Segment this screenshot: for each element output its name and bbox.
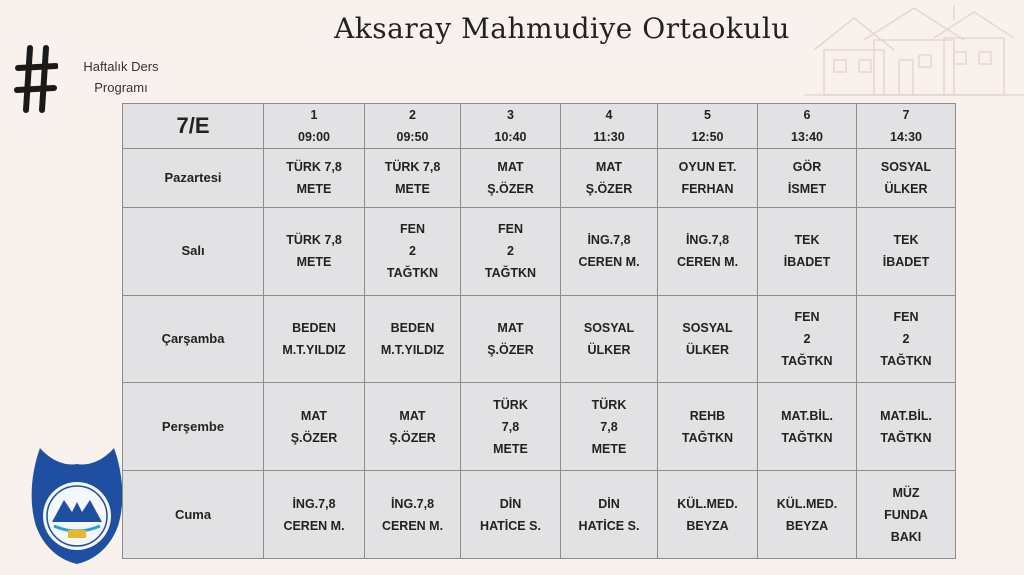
lesson-line: TAĞTKN <box>880 430 932 445</box>
lesson-line: FEN <box>893 310 919 325</box>
lesson-line: HATİCE S. <box>578 518 640 533</box>
lesson-line: CEREN M. <box>283 518 345 533</box>
lesson-line: TÜRK 7,8 <box>286 233 342 248</box>
lesson-line: MAT <box>595 159 623 174</box>
lesson-line: SOSYAL <box>682 321 733 336</box>
lesson-line: GÖR <box>792 159 822 174</box>
lesson-cell <box>365 149 461 208</box>
lesson-line: İBADET <box>783 255 831 270</box>
period-time: 12:50 <box>691 130 724 144</box>
period-time: 14:30 <box>890 130 922 144</box>
period-number: 6 <box>803 108 811 122</box>
lesson-cell <box>461 207 561 295</box>
lesson-cell <box>365 295 461 383</box>
lesson-line: M.T.YILDIZ <box>282 343 346 358</box>
day-row <box>123 383 956 471</box>
lesson-line: METE <box>296 181 332 196</box>
lesson-line: BEDEN <box>390 321 435 336</box>
lesson-line: BAKI <box>890 529 922 544</box>
period-header-7 <box>857 104 956 149</box>
lesson-cell <box>461 383 561 471</box>
period-time: 09:00 <box>298 130 330 144</box>
lesson-line: TEK <box>794 233 820 248</box>
lesson-line: SOSYAL <box>583 321 635 336</box>
lesson-line: TAĞTKN <box>386 266 439 281</box>
day-label: Salı <box>123 207 264 295</box>
lesson-cell <box>758 383 857 471</box>
lesson-cell <box>264 471 365 559</box>
lesson-cell <box>658 207 758 295</box>
lesson-line: TÜRK <box>591 397 627 412</box>
lesson-cell <box>658 149 758 208</box>
lesson-line: KÜL.MED. <box>677 496 738 511</box>
lesson-line: ÜLKER <box>685 343 730 358</box>
lesson-line: METE <box>493 441 528 456</box>
lesson-line: M.T.YILDIZ <box>380 343 445 358</box>
period-header-1 <box>264 104 365 149</box>
lesson-line: CEREN M. <box>381 518 444 533</box>
period-number: 7 <box>902 108 910 122</box>
lesson-line: 2 <box>902 332 910 347</box>
period-header-4 <box>561 104 658 149</box>
period-number: 3 <box>507 108 514 122</box>
lesson-line: BEYZA <box>686 518 729 533</box>
day-row <box>123 471 956 559</box>
lesson-cell <box>658 295 758 383</box>
lesson-line: TAĞTKN <box>880 354 932 369</box>
lesson-line: TAĞTKN <box>681 430 734 445</box>
period-number: 2 <box>409 108 416 122</box>
page-title: Aksaray Mahmudiye Ortaokulu <box>334 12 790 45</box>
lesson-cell <box>758 471 857 559</box>
lesson-cell <box>561 207 658 295</box>
lesson-line: FEN <box>498 222 523 237</box>
lesson-line: Ş.ÖZER <box>290 430 338 445</box>
lesson-cell <box>264 383 365 471</box>
lesson-cell <box>857 383 956 471</box>
lesson-line: İNG.7,8 <box>587 233 631 248</box>
lesson-line: FEN <box>400 222 425 237</box>
period-header-5 <box>658 104 758 149</box>
lesson-line: İNG.7,8 <box>390 496 435 511</box>
lesson-line: TAĞTKN <box>484 266 537 281</box>
lesson-cell <box>758 149 857 208</box>
lesson-line: İSMET <box>787 181 827 196</box>
lesson-line: KÜL.MED. <box>776 496 838 511</box>
lesson-line: FERHAN <box>681 181 734 196</box>
lesson-line: DİN <box>499 496 522 511</box>
lesson-cell <box>857 207 956 295</box>
day-label: Perşembe <box>123 383 264 471</box>
lesson-line: BEYZA <box>785 518 829 533</box>
lesson-cell <box>561 295 658 383</box>
lesson-line: 2 <box>409 244 416 259</box>
lesson-cell <box>264 295 365 383</box>
lesson-cell <box>461 471 561 559</box>
lesson-line: HATİCE S. <box>480 518 541 533</box>
lesson-cell <box>461 149 561 208</box>
lesson-line: BEDEN <box>292 321 336 336</box>
lesson-line: CEREN M. <box>676 255 739 270</box>
period-number: 1 <box>310 108 318 122</box>
period-header-3 <box>461 104 561 149</box>
lesson-cell <box>264 207 365 295</box>
period-time: 11:30 <box>593 130 625 144</box>
lesson-cell <box>264 149 365 208</box>
lesson-cell <box>365 383 461 471</box>
lesson-line: 2 <box>803 332 811 347</box>
school-logo <box>22 440 132 565</box>
weekly-schedule-table <box>122 103 956 559</box>
lesson-line: MAT <box>497 159 524 174</box>
lesson-cell <box>365 207 461 295</box>
lesson-line: MÜZ <box>892 485 920 500</box>
lesson-cell <box>857 149 956 208</box>
day-row <box>123 149 956 208</box>
lesson-line: Ş.ÖZER <box>585 181 633 196</box>
lesson-cell <box>658 471 758 559</box>
period-time: 13:40 <box>791 130 823 144</box>
lesson-line: İNG.7,8 <box>292 496 336 511</box>
lesson-line: 7,8 <box>600 419 618 434</box>
lesson-line: İNG.7,8 <box>685 233 730 248</box>
lesson-line: TÜRK 7,8 <box>384 159 441 174</box>
lesson-line: ÜLKER <box>587 343 631 358</box>
lesson-line: CEREN M. <box>578 255 640 270</box>
lesson-cell <box>758 295 857 383</box>
lesson-line: MAT <box>497 321 524 336</box>
period-time: 09:50 <box>396 130 429 144</box>
day-label: Çarşamba <box>123 295 264 383</box>
day-label: Cuma <box>123 471 264 559</box>
lesson-line: METE <box>395 181 430 196</box>
period-number: 5 <box>704 108 711 122</box>
lesson-line: MAT.BİL. <box>880 408 932 423</box>
lesson-line: DİN <box>598 496 620 511</box>
lesson-cell <box>561 149 658 208</box>
lesson-line: FEN <box>794 310 820 325</box>
lesson-line: ÜLKER <box>884 181 928 196</box>
lesson-cell <box>758 207 857 295</box>
day-row <box>123 295 956 383</box>
lesson-line: MAT <box>399 408 426 423</box>
period-header-row <box>123 104 956 149</box>
lesson-line: SOSYAL <box>880 159 932 174</box>
lesson-cell <box>658 383 758 471</box>
schedule-subtitle: Haftalık Ders Programı <box>83 59 159 95</box>
lesson-cell <box>461 295 561 383</box>
lesson-cell <box>365 471 461 559</box>
lesson-line: FUNDA <box>884 507 928 522</box>
lesson-line: TEK <box>893 233 919 248</box>
lesson-cell <box>561 383 658 471</box>
lesson-line: REHB <box>689 408 726 423</box>
lesson-line: 2 <box>507 244 514 259</box>
lesson-line: METE <box>591 441 627 456</box>
lesson-cell <box>857 471 956 559</box>
hashtag-icon <box>14 44 58 114</box>
period-time: 10:40 <box>494 130 527 144</box>
lesson-line: TAĞTKN <box>781 430 833 445</box>
period-header-2 <box>365 104 461 149</box>
lesson-cell <box>857 295 956 383</box>
day-label: Pazartesi <box>123 149 264 208</box>
lesson-line: 7,8 <box>501 419 520 434</box>
period-header-6 <box>758 104 857 149</box>
lesson-line: TÜRK 7,8 <box>286 159 342 174</box>
school-building-sketch <box>804 0 1024 100</box>
lesson-line: Ş.ÖZER <box>487 181 534 196</box>
lesson-line: METE <box>296 255 332 270</box>
period-number: 4 <box>605 108 613 122</box>
lesson-line: OYUN ET. <box>678 159 737 174</box>
class-name-cell: 7/E <box>123 104 264 149</box>
lesson-line: Ş.ÖZER <box>487 343 534 358</box>
lesson-line: İBADET <box>882 255 930 270</box>
lesson-line: MAT <box>300 408 328 423</box>
lesson-line: TAĞTKN <box>781 354 833 369</box>
lesson-cell <box>561 471 658 559</box>
lesson-line: MAT.BİL. <box>781 408 833 423</box>
lesson-line: TÜRK <box>493 397 528 412</box>
lesson-line: Ş.ÖZER <box>389 430 436 445</box>
day-row <box>123 207 956 295</box>
